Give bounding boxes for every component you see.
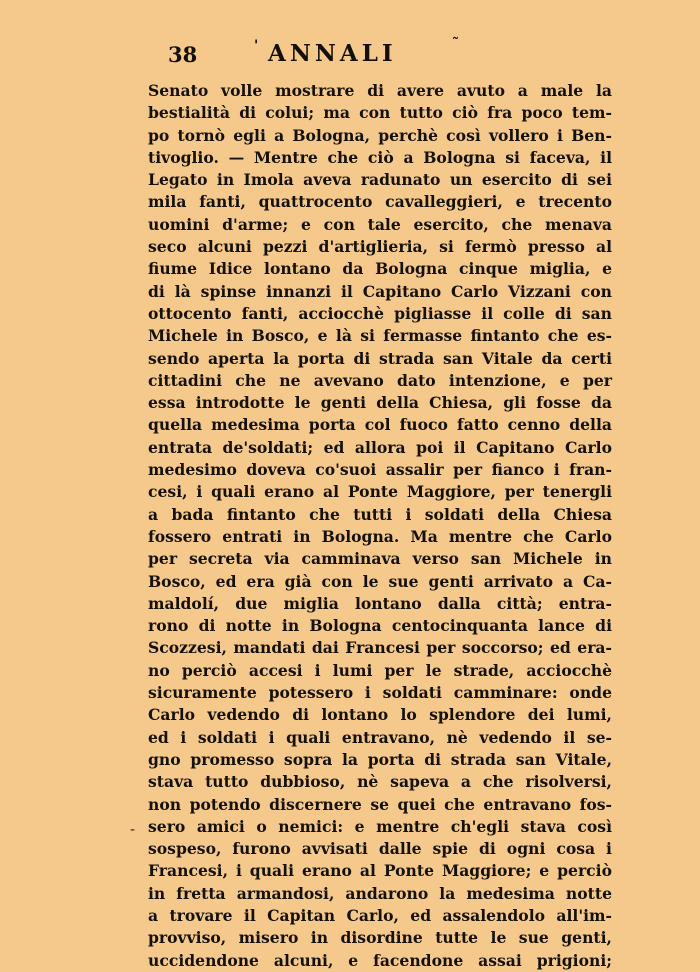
text-line: fiume Idice lontano da Bologna cinque miglia, e <box>148 259 612 279</box>
text-line: sicuramente potessero i soldati camminare: onde <box>148 683 612 703</box>
text-line: per secreta via camminava verso san Michele in <box>148 549 612 569</box>
text-line: stava tutto dubbioso, nè sapeva a che risolversi, <box>148 772 612 792</box>
page-number: 38 <box>168 42 198 67</box>
text-line: di là spinse innanzi il Capitano Carlo Vizzani con <box>148 281 612 301</box>
header-mark-left: ' <box>254 38 259 54</box>
text-line: gno promesso sopra la porta di strada san Vitale, <box>148 749 612 769</box>
text-line: uccidendone alcuni, e facendone assai prigioni; <box>148 950 612 970</box>
text-line: medesimo doveva co'suoi assalir per fianco i fran- <box>148 460 612 480</box>
text-line: bestialità di colui; ma con tutto ciò fra poco tem- <box>148 103 612 123</box>
text-line: seco alcuni pezzi d'artiglieria, si fermò presso al <box>148 237 612 257</box>
text-line: Francesi, i quali erano al Ponte Maggiore; e perciò <box>148 861 612 881</box>
text-line: uomini d'arme; e con tale esercito, che menava <box>148 214 612 234</box>
text-line: po tornò egli a Bologna, perchè così vollero i Ben- <box>148 125 612 145</box>
page-header <box>150 36 620 70</box>
text-line: Bosco, ed era già con le sue genti arrivato a Ca- <box>148 571 612 591</box>
text-line: maldolí, due miglia lontano dalla città; entra- <box>148 593 612 613</box>
text-line: sospeso, furono avvisati dalle spie di ogni cosa i <box>148 839 612 859</box>
text-line: provviso, misero in disordine tutte le sue genti, <box>148 928 612 948</box>
text-line: essa introdotte le genti della Chiesa, gli fosse da <box>148 393 612 413</box>
text-line: tivoglio. — Mentre che ciò a Bologna si faceva, il <box>148 147 612 167</box>
text-line: no perciò accesi i lumi per le strade, acciocchè <box>148 660 612 680</box>
text-line: sendo aperta la porta di strada san Vitale da certi <box>148 348 612 368</box>
text-line: Michele in Bosco, e là si fermasse fintanto che es- <box>148 326 612 346</box>
text-line: mila fanti, quattrocento cavalleggieri, e trecento <box>148 192 612 212</box>
text-line: cittadini che ne avevano dato intenzione, e per <box>148 370 612 390</box>
header-mark-right: ˜ <box>452 36 459 52</box>
text-line: Legato in Imola aveva radunato un esercito di sei <box>148 170 612 190</box>
text-line: sero amici o nemici: e mentre ch'egli stava così <box>148 816 612 836</box>
running-head: ANNALI <box>268 40 397 67</box>
text-line: rono di notte in Bologna centocinquanta lance di <box>148 616 612 636</box>
text-line: Scozzesi, mandati dai Francesi per soccorso; ed era- <box>148 638 612 658</box>
text-line: non potendo discernere se quei che entravano fos- <box>148 794 612 814</box>
text-line: a trovare il Capitan Carlo, ed assalendolo all'im- <box>148 905 612 925</box>
text-line: Carlo vedendo di lontano lo splendore dei lumi, <box>148 705 612 725</box>
text-line: in fretta armandosi, andarono la medesima notte <box>148 883 612 903</box>
body-text <box>148 80 612 972</box>
text-line: a bada fintanto che tutti i soldati della Chiesa <box>148 504 612 524</box>
text-line: Senato volle mostrare di avere avuto a male la <box>148 81 612 100</box>
text-line: cesi, i quali erano al Ponte Maggiore, per tenergli <box>148 482 612 502</box>
text-line: ed i soldati i quali entravano, nè vedendo il se- <box>148 727 612 747</box>
margin-mark: - <box>130 822 136 838</box>
text-line: fossero entrati in Bologna. Ma mentre che Carlo <box>148 526 612 546</box>
text-line: ottocento fanti, acciocchè pigliasse il colle di san <box>148 303 612 323</box>
text-line: quella medesima porta col fuoco fatto cenno della <box>148 415 612 435</box>
text-line: entrata de'soldati; ed allora poi il Capitano Carlo <box>148 437 612 457</box>
